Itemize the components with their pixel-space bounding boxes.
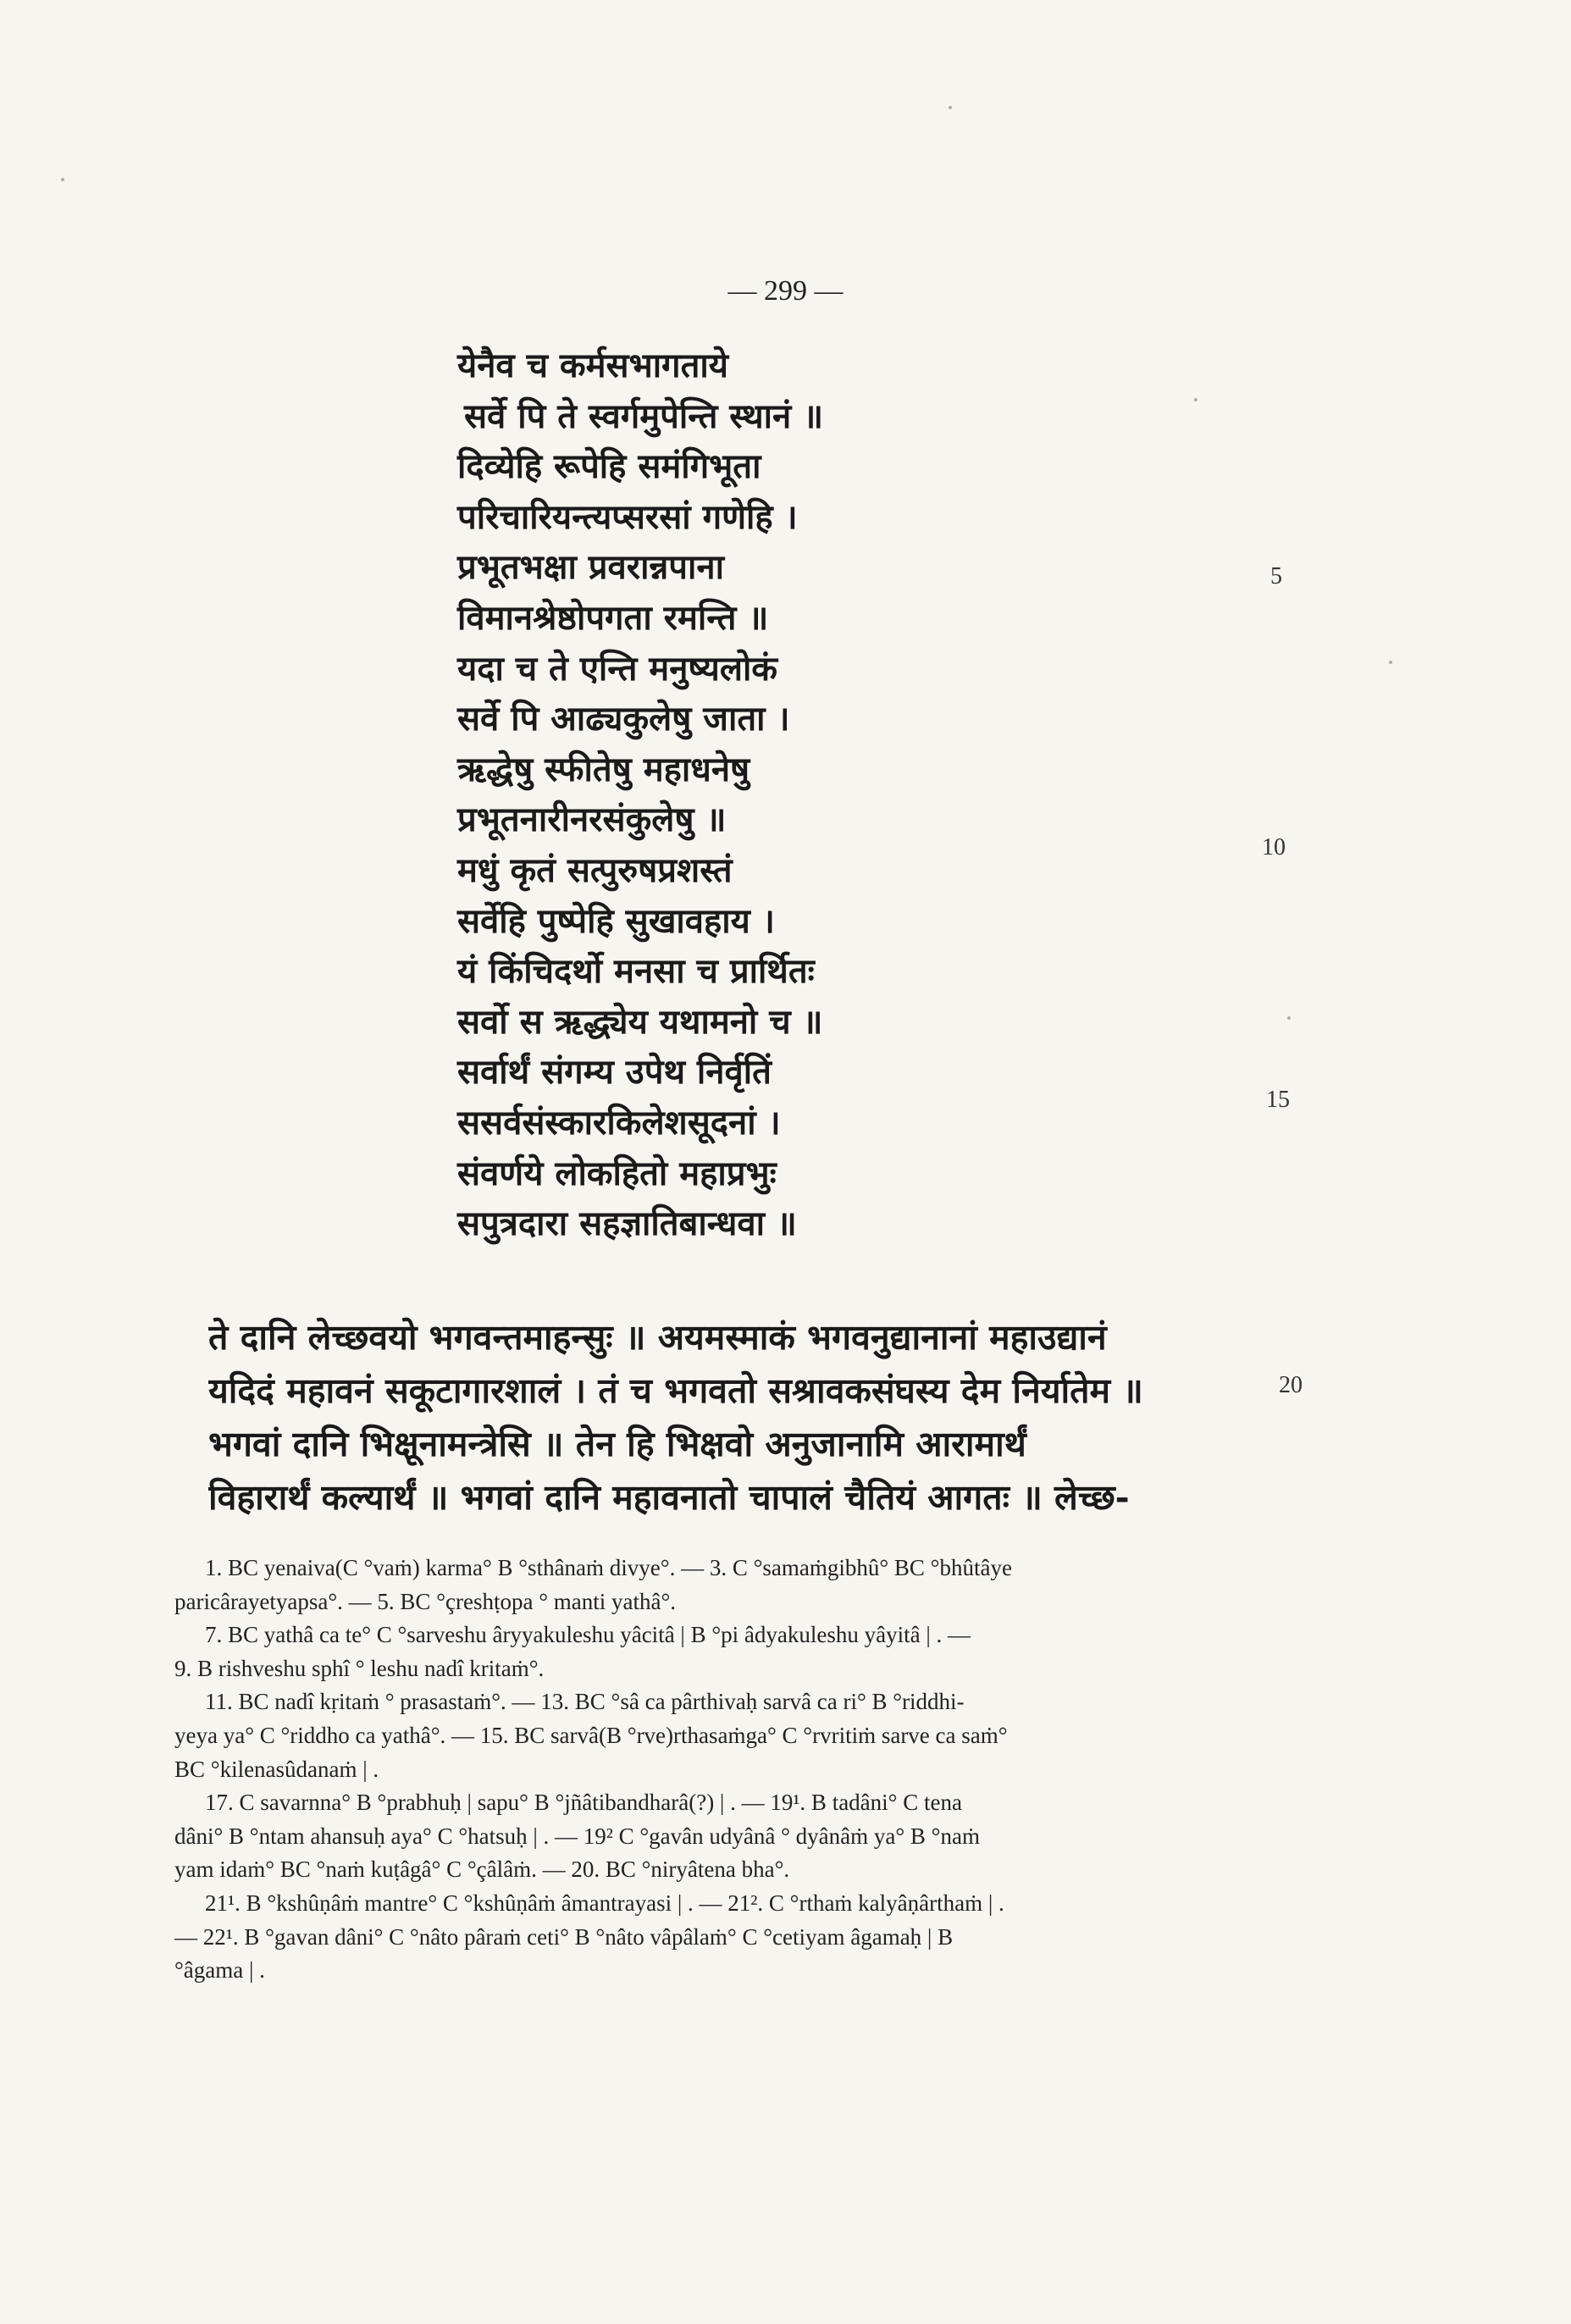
page-number: — 299 — [727, 275, 844, 307]
footnote-line: BC °kilenasûdanaṁ | . [174, 1756, 379, 1782]
verse-line: येनैव च कर्मसभागताये [457, 346, 728, 385]
verse-block [457, 340, 1321, 1249]
prose-line: भगवां दानि भिक्षूनामन्त्रेसि ॥ तेन हि भिक्षवो अनुजानामि आरामार्थं [208, 1424, 1026, 1464]
verse-line: सपुत्रदारा सहज्ञातिबान्धवा ॥ [457, 1204, 797, 1244]
verse-line: संवर्णये लोकहितो महाप्रभुः [457, 1153, 777, 1193]
footnote-line: 11. BC nadî kṛitaṁ ° prasastaṁ°. — 13. BC °sâ ca pârthivaḥ sarvâ ca ri° B °riddhi- [205, 1689, 965, 1715]
footnote-line: dâni° B °ntam ahansuḥ aya° C °hatsuḥ | . — 19² C °gavân udyânâ ° dyânâṁ ya° B °naṁ [174, 1823, 980, 1849]
verse-line: परिचारियन्त्यप्सरसां गणेहि । [457, 496, 798, 537]
verse-line: दिव्येहि रूपेहि समंगिभूता [457, 446, 761, 487]
verse-line: सर्वेहि पुष्पेहि सुखावहाय । [457, 900, 775, 941]
verse-line: सर्वो स ऋद्ध्येय यथामनो च ॥ [457, 1001, 823, 1042]
verse-line: विमानश्रेष्ठोपगता रमन्ति ॥ [457, 597, 769, 638]
scan-speck [1389, 661, 1392, 664]
line-number-10: 10 [1262, 834, 1286, 860]
footnote-line: — 22¹. B °gavan dâni° C °nâto pâraṁ ceti° B °nâto vâpâlaṁ° C °cetiyam âgamaḥ | B [174, 1923, 954, 1950]
footnote-line: °âgama | . [174, 1957, 265, 1984]
footnotes [174, 1552, 1275, 1988]
scan-speck [949, 106, 952, 109]
verse-line: यं किंचिदर्थो मनसा च प्रार्थितः [457, 951, 815, 992]
verse-line: सर्वार्थं संगम्य उपेथ निर्वृतिं [457, 1052, 772, 1093]
verse-line: ऋद्धेषु स्फीतेषु महाधनेषु [457, 749, 750, 789]
footnote-line: 9. B rishveshu sphî ° leshu nadî kritaṁ°. [174, 1655, 545, 1681]
verse-line: मधुं कृतं सत्पुरुषप्रशस्तं [457, 849, 733, 890]
footnote-line: 17. C savarnna° B °prabhuḥ | sapu° B °jñâtibandharâ(?) | . — 19¹. B tadâni° C tena [205, 1790, 962, 1816]
verse-line: सर्वे पि आढ्यकुलेषु जाता । [457, 699, 790, 739]
line-number-15: 15 [1266, 1087, 1290, 1113]
footnote-line: 7. BC yathâ ca te° C °sarveshu âryyakuleshu yâcitâ | B °pi âdyakuleshu yâyitâ | . — [205, 1622, 971, 1648]
prose-block [208, 1311, 1318, 1524]
prose-line: यदिदं महावनं सकूटागारशालं । तं च भगवतो सश्रावकसंघस्य देम निर्यातेम ॥ [208, 1370, 1143, 1411]
verse-line: यदा च ते एन्ति मनुष्यलोकं [457, 648, 778, 689]
verse-line: सर्वे पि ते स्वर्गमुपेन्ति स्थानं ॥ [464, 396, 824, 436]
verse-line: प्रभूतभक्षा प्रवरान्नपाना [457, 547, 724, 588]
footnote-line: yam idaṁ° BC °naṁ kuṭâgâ° C °çâlâṁ. — 20. BC °niryâtena bha°. [174, 1856, 790, 1883]
footnote-line: 21¹. B °kshûṇâṁ mantre° C °kshûṇâṁ âmantrayasi | . — 21². C °rthaṁ kalyâṇârthaṁ | . [205, 1890, 1004, 1916]
line-number-5: 5 [1270, 563, 1282, 589]
scan-speck [61, 178, 64, 181]
footnote-line: yeya ya° C °riddho ca yathâ°. — 15. BC sarvâ(B °rve)rthasaṁga° C °rvritiṁ sarve ca saṁ° [174, 1722, 1008, 1748]
footnote-line: 1. BC yenaiva(C °vaṁ) karma° B °sthânaṁ divye°. — 3. C °samaṁgibhû° BC °bhûtâye [205, 1555, 1012, 1580]
prose-line: ते दानि लेच्छवयो भगवन्तमाहन्सुः ॥ अयमस्माकं भगवनुद्यानानां महाउद्यानं [208, 1317, 1107, 1358]
footnote-line: paricârayetyapsa°. — 5. BC °çreshṭopa ° manti yathâ°. [174, 1588, 676, 1614]
prose-line: विहारार्थं कल्यार्थं ॥ भगवां दानि महावनातो चापालं चैतियं आगतः ॥ लेच्छ- [208, 1477, 1130, 1518]
line-number-20: 20 [1279, 1372, 1303, 1398]
verse-line: ससर्वसंस्कारकिलेशसूदनां । [457, 1102, 781, 1143]
verse-line: प्रभूतनारीनरसंकुलेषु ॥ [457, 800, 727, 840]
